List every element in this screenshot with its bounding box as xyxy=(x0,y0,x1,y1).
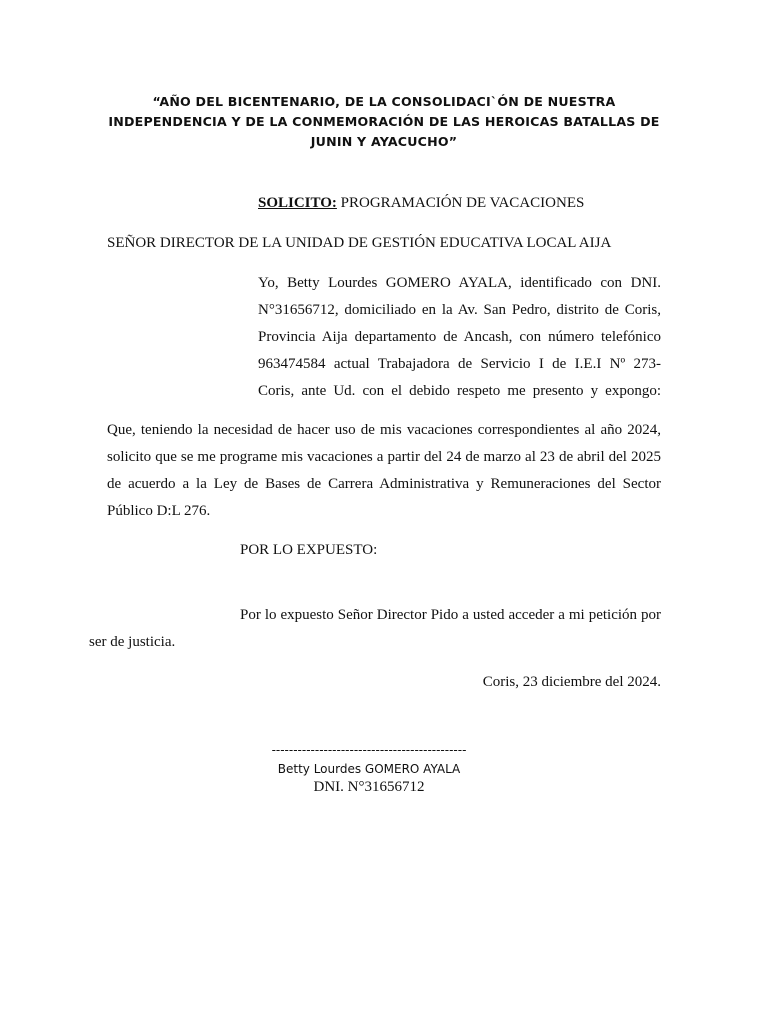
signer-name: Betty Lourdes GOMERO AYALA xyxy=(277,762,461,776)
signature-line: --------------------------------------------- xyxy=(271,743,467,757)
intro-line: Yo, Betty Lourdes GOMERO AYALA, identificado con DNI. xyxy=(258,275,661,291)
closing-line: ser de justicia. xyxy=(89,634,176,650)
place-date: Coris, 23 diciembre del 2024. xyxy=(482,674,661,690)
subject-text: PROGRAMACIÓN DE VACACIONES xyxy=(336,195,585,211)
closing-line: Por lo expuesto Señor Director Pido a usted acceder a mi petición por xyxy=(240,607,661,623)
body-line: Público D:L 276. xyxy=(107,503,211,519)
intro-line: N°31656712, domiciliado en la Av. San Pedro, distrito de Coris, xyxy=(258,302,661,318)
signer-dni: DNI. N°31656712 xyxy=(313,779,425,795)
year-motto-title: “AÑO DEL BICENTENARIO, DE LA CONSOLIDACI`ÓN DE NUESTRA INDEPENDENCIA Y DE LA CONMEMORACIÓN DE LAS HEROICAS BATALLAS DE JUNIN Y AYACUCHO” xyxy=(108,94,660,149)
addressee-line: SEÑOR DIRECTOR DE LA UNIDAD DE GESTIÓN EDUCATIVA LOCAL AIJA xyxy=(107,235,612,251)
subject-label: SOLICITO: xyxy=(258,195,337,211)
por-lo-expuesto-heading: POR LO EXPUESTO: xyxy=(240,542,378,558)
intro-line: Provincia Aija departamento de Ancash, con número telefónico xyxy=(258,329,661,345)
body-line: solicito que se me programe mis vacaciones a partir del 24 de marzo al 23 de abril del 2025 xyxy=(107,449,661,465)
body-line: de acuerdo a la Ley de Bases de Carrera Administrativa y Remuneraciones del Sector xyxy=(107,476,661,492)
intro-line: Coris, ante Ud. con el debido respeto me presento y expongo: xyxy=(258,383,661,399)
body-line: Que, teniendo la necesidad de hacer uso de mis vacaciones correspondientes al año 2024, xyxy=(107,422,661,438)
subject-line xyxy=(258,193,584,213)
intro-line: 963474584 actual Trabajadora de Servicio I de I.E.I Nº 273- xyxy=(258,356,661,372)
